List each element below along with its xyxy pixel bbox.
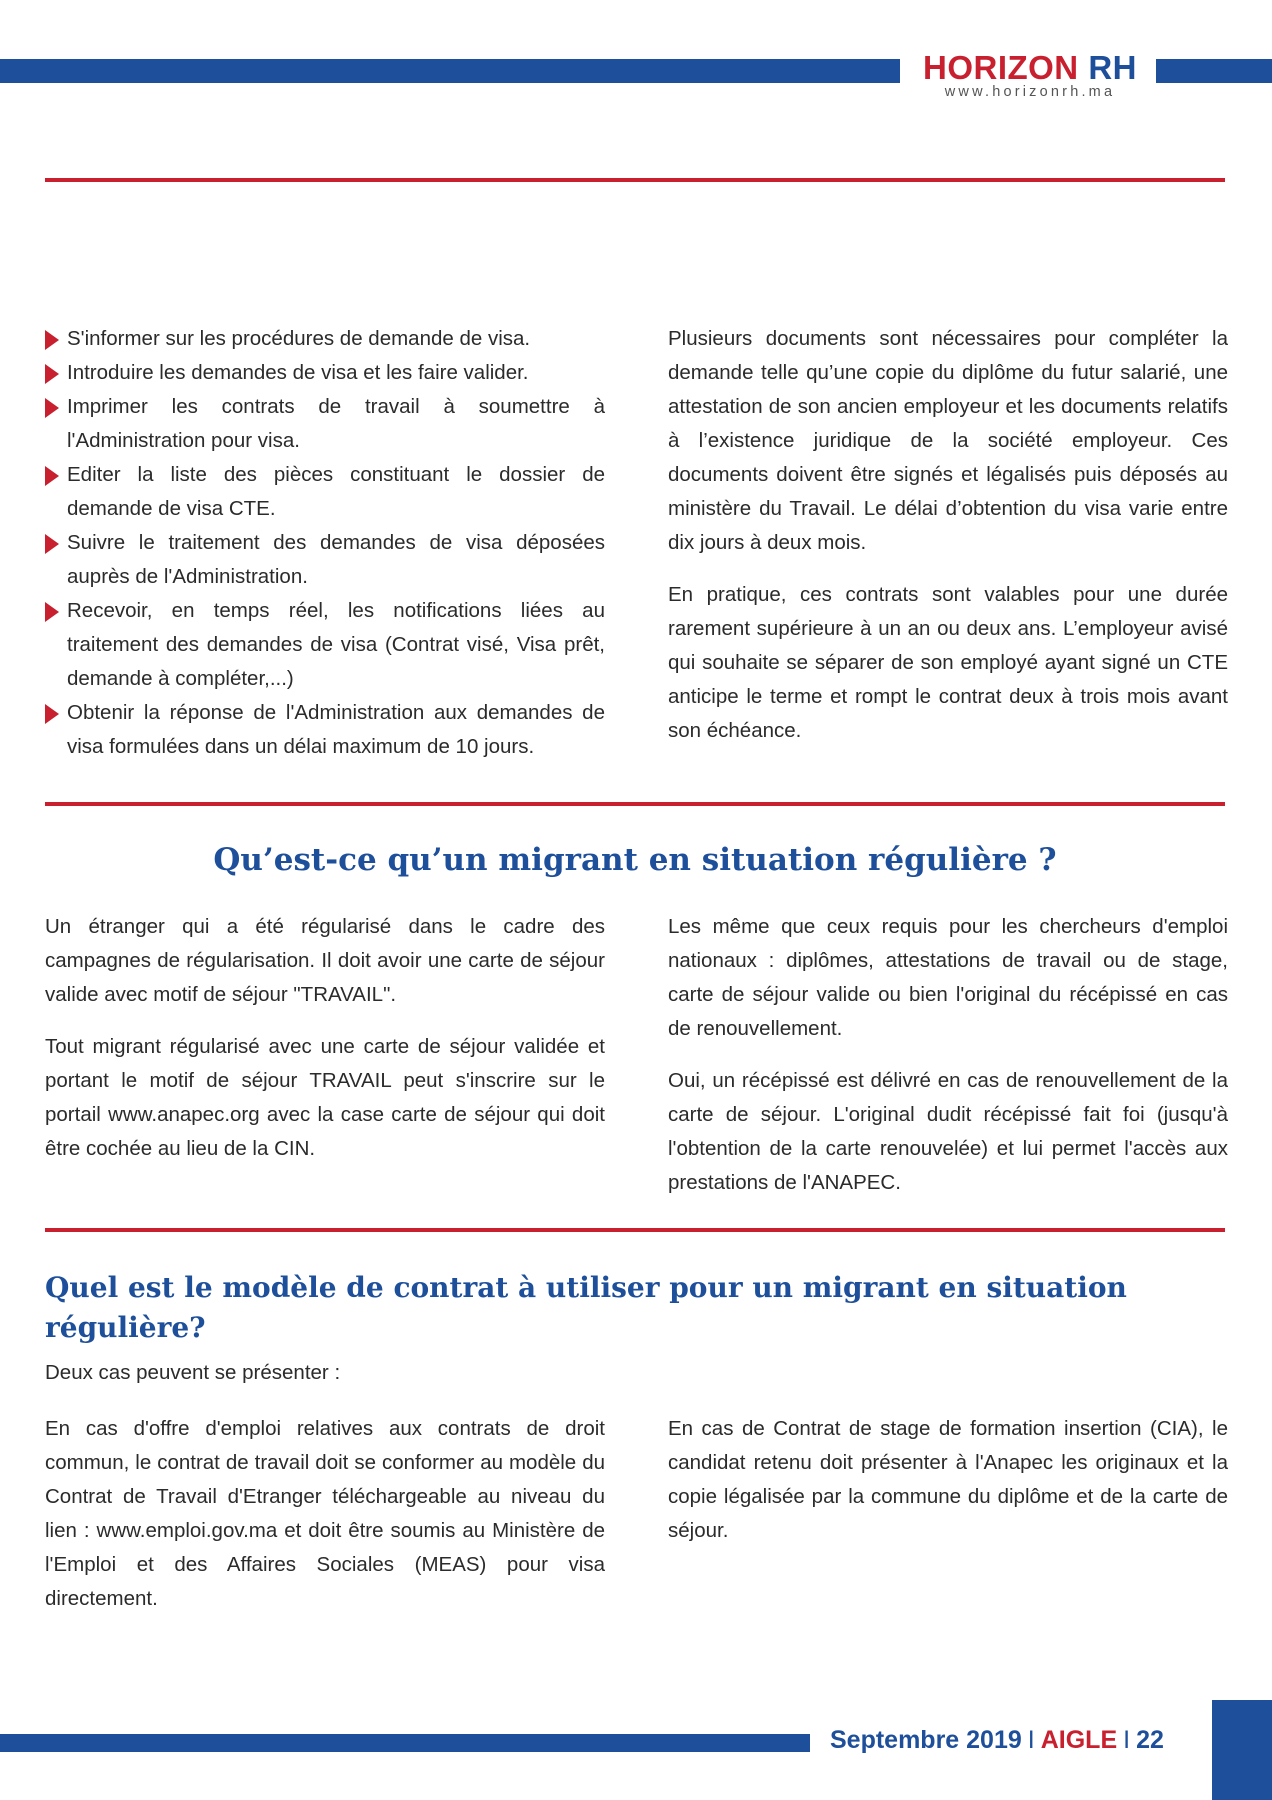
triangle-bullet-icon	[45, 398, 59, 418]
header-bar	[0, 59, 900, 83]
logo-rh: RH	[1088, 49, 1137, 86]
triangle-bullet-icon	[45, 466, 59, 486]
footer-date: Septembre 2019	[830, 1726, 1022, 1754]
list-item: Recevoir, en temps réel, les notifications liées au traitement des demandes de visa (Contrat visé, Visa prêt, demande à compléter,...)	[45, 594, 605, 696]
paragraph: Tout migrant régularisé avec une carte de séjour validée et portant le motif de séjour TRAVAIL peut s'inscrire sur le portail www.anapec.org avec la case carte de séjour qui doit être cochée au lieu de la CIN.	[45, 1035, 605, 1160]
footer-separator: I	[1027, 1726, 1035, 1754]
triangle-bullet-icon	[45, 704, 59, 724]
triangle-bullet-icon	[45, 534, 59, 554]
visa-steps-list	[45, 322, 605, 764]
section2-right-column	[668, 910, 1228, 1200]
triangle-bullet-icon	[45, 602, 59, 622]
paragraph: Un étranger qui a été régularisé dans le cadre des campagnes de régularisation. Il doit avoir une carte de séjour valide avec motif de séjour "TRAVAIL".	[45, 915, 605, 1006]
section3-right-column	[668, 1412, 1228, 1548]
list-item: S'informer sur les procédures de demande de visa.	[45, 322, 605, 356]
list-item: Suivre le traitement des demandes de visa déposées auprès de l'Administration.	[45, 526, 605, 594]
paragraph: En cas d'offre d'emploi relatives aux contrats de droit commun, le contrat de travail doit se conformer au modèle du Contrat de Travail d'Etranger téléchargeable au niveau du lien : www.emploi.gov.ma et doit être soumis au Ministère de l'Emploi et des Affaires Sociales (MEAS) pour visa directement.	[45, 1417, 605, 1610]
footer-separator: I	[1123, 1726, 1131, 1754]
section3-heading: Quel est le modèle de contrat à utiliser pour un migrant en situation régulière?	[45, 1271, 1127, 1344]
list-item: Imprimer les contrats de travail à soumettre à l'Administration pour visa.	[45, 390, 605, 458]
paragraph: Plusieurs documents sont nécessaires pour compléter la demande telle qu’une copie du diplôme du futur salarié, une attestation de son ancien employeur et les documents relatifs à l’existence juridique de la société employeur. Ces documents doivent être signés et légalisés puis déposés au ministère du Travail. Le délai d’obtention du visa varie entre dix jours à deux mois.	[668, 327, 1228, 554]
section2-heading: Qu’est-ce qu’un migrant en situation régulière ?	[213, 842, 1057, 878]
logo-url: www.horizonrh.ma	[944, 84, 1116, 100]
section1-left-column	[45, 322, 605, 764]
triangle-bullet-icon	[45, 364, 59, 384]
section3-intro: Deux cas peuvent se présenter :	[45, 1361, 341, 1384]
triangle-bullet-icon	[45, 330, 59, 350]
logo-horizon: HORIZON	[922, 49, 1079, 86]
page-number: 22	[1136, 1726, 1164, 1754]
section3-left-column	[45, 1412, 605, 1616]
header-bar-right	[1156, 59, 1272, 83]
list-item: Introduire les demandes de visa et les faire valider.	[45, 356, 605, 390]
section1-right-column	[668, 322, 1228, 748]
footer-bar	[0, 1734, 810, 1752]
divider-section2	[45, 802, 1225, 806]
divider-top	[45, 178, 1225, 182]
paragraph: Les même que ceux requis pour les chercheurs d'emploi nationaux : diplômes, attestations de travail ou de stage, carte de séjour valide ou bien l'original du récépissé en cas de renouvellement.	[668, 915, 1228, 1040]
section2-left-column	[45, 910, 605, 1166]
footer-bar-right	[1212, 1700, 1272, 1800]
paragraph: En pratique, ces contrats sont valables pour une durée rarement supérieure à un an ou deux ans. L’employeur avisé qui souhaite se séparer de son employé ayant signé un CTE anticipe le terme et rompt le contrat deux à trois mois avant son échéance.	[668, 583, 1228, 742]
horizon-rh-logo	[912, 50, 1148, 110]
paragraph: En cas de Contrat de stage de formation insertion (CIA), le candidat retenu doit présenter à l'Anapec les originaux et la copie légalisée par la commune du diplôme et de la carte de séjour.	[668, 1417, 1228, 1542]
footer-magazine: AIGLE	[1040, 1726, 1118, 1754]
list-item: Editer la liste des pièces constituant le dossier de demande de visa CTE.	[45, 458, 605, 526]
logo-wordmark	[912, 50, 1148, 86]
divider-section3	[45, 1228, 1225, 1232]
paragraph: Oui, un récépissé est délivré en cas de renouvellement de la carte de séjour. L'original dudit récépissé fait foi (jusqu'à l'obtention de la carte renouvelée) et lui permet l'accès aux prestations de l'ANAPEC.	[668, 1069, 1228, 1194]
footer-issue-info	[830, 1722, 1200, 1758]
list-item: Obtenir la réponse de l'Administration aux demandes de visa formulées dans un délai maximum de 10 jours.	[45, 696, 605, 764]
